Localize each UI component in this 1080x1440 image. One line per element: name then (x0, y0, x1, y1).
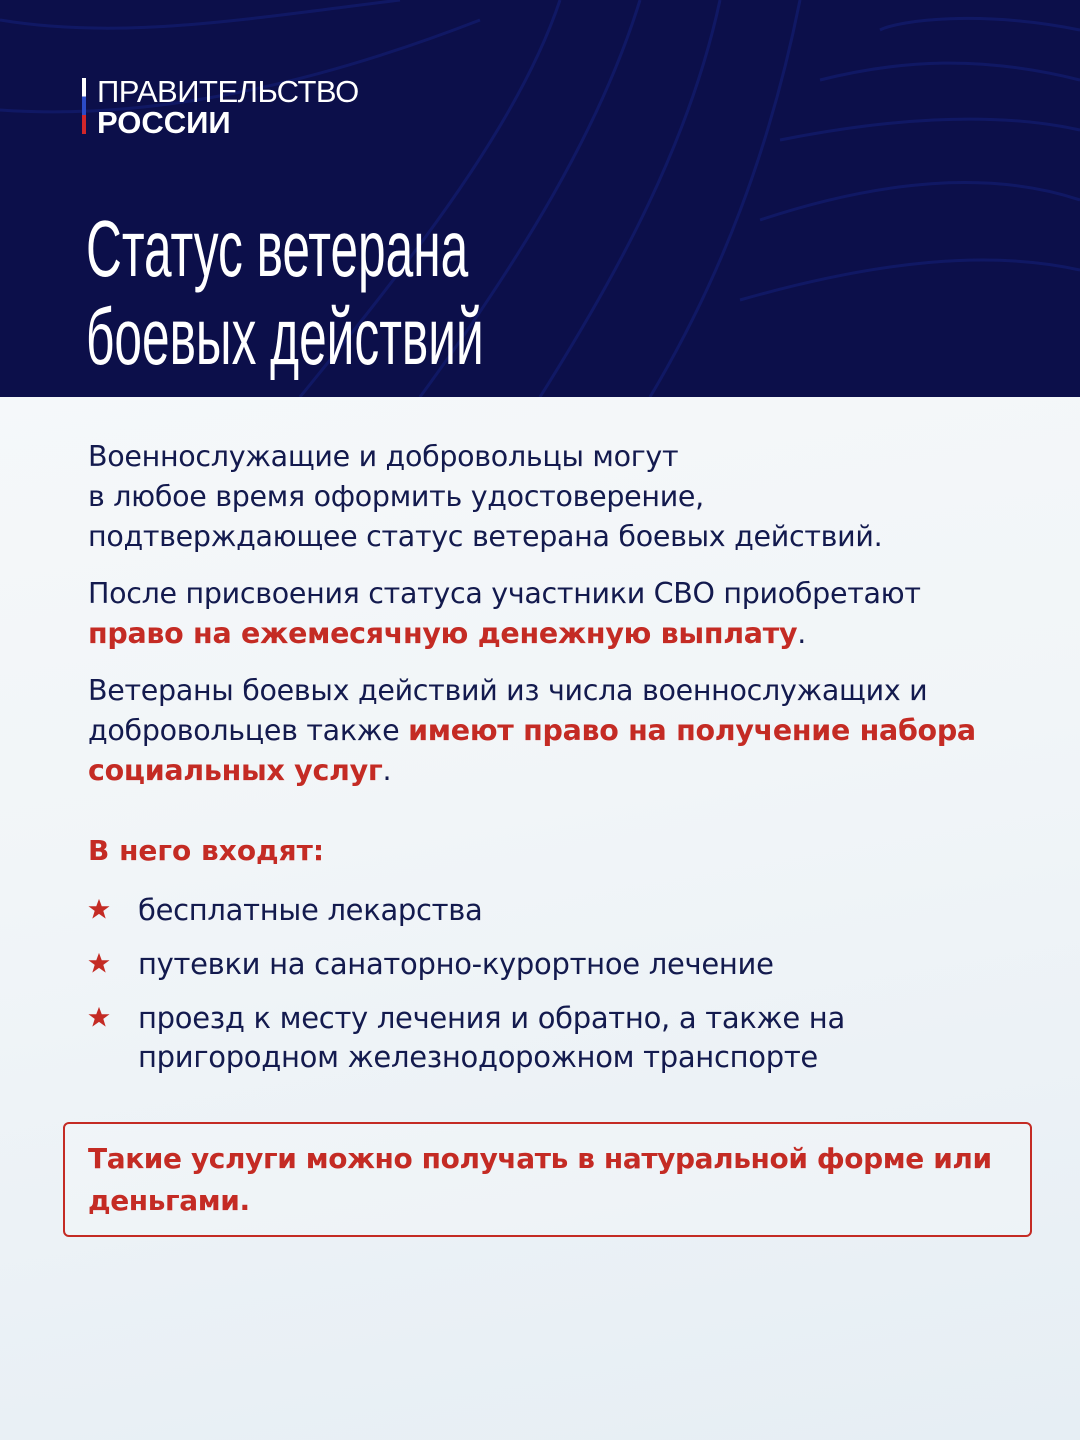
note-box (63, 1122, 1032, 1237)
period: . (382, 754, 392, 787)
list-item-text: проезд к месту лечения и обратно, а также на пригородном железнодорожном транспорте (138, 1001, 845, 1074)
list-item (88, 945, 1028, 984)
list-subheading: В него входят: (88, 834, 325, 867)
note-text: Такие услуги можно получать в натуральной форме или деньгами. (88, 1142, 992, 1217)
intro-line-3: подтверждающее статус ветерана боевых действий. (88, 520, 883, 553)
payment-highlight: право на ежемесячную денежную выплату (88, 617, 798, 650)
period: . (797, 617, 807, 650)
services-list (88, 891, 1028, 1077)
payment-paragraph (88, 574, 1028, 654)
social-services-text: Ветераны боевых действий из числа военнослужащих и добровольцев также (88, 674, 928, 747)
star-icon (88, 952, 110, 974)
list-item-text: бесплатные лекарства (138, 893, 483, 927)
logo-line-1: ПРАВИТЕЛЬСТВО (97, 74, 359, 109)
page-title (86, 205, 484, 381)
list-item-text: путевки на санаторно-курортное лечение (138, 947, 774, 981)
social-services-highlight: имеют право на получение набора социальных услуг (88, 714, 976, 787)
intro-paragraph (88, 437, 1028, 557)
intro-line-1: Военнослужащие и добровольцы могут (88, 440, 679, 473)
logo-line-2: РОССИИ (97, 105, 231, 140)
intro-line-2: в любое время оформить удостоверение, (88, 480, 704, 513)
star-icon (88, 1006, 110, 1028)
title-line-2: боевых действий (86, 292, 484, 381)
header-banner (0, 0, 1080, 397)
social-services-paragraph (88, 671, 988, 791)
title-line-1: Статус ветерана (86, 204, 469, 293)
list-item (88, 999, 938, 1077)
main-content (88, 437, 1028, 1092)
tricolor-flag-icon (82, 78, 86, 134)
payment-text: После присвоения статуса участники СВО приобретают (88, 577, 921, 610)
list-item (88, 891, 1028, 930)
star-icon (88, 898, 110, 920)
